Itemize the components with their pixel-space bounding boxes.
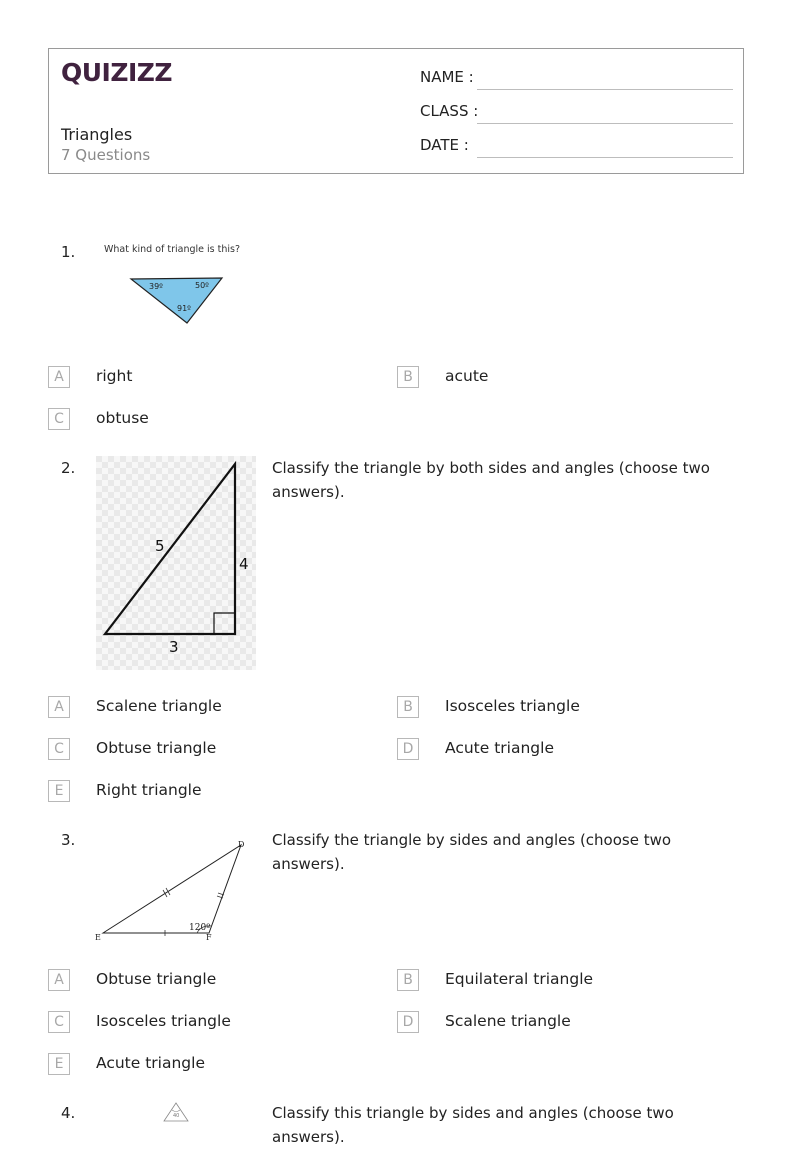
q3-option-a-box[interactable]: A <box>48 969 70 991</box>
question-4-triangle-image <box>162 1101 190 1123</box>
class-label: CLASS : <box>420 102 479 120</box>
question-1-angle-39: 39º <box>149 282 163 291</box>
question-3-vertex-d: D <box>238 840 245 849</box>
q1-option-c-text: obtuse <box>96 409 149 427</box>
q1-option-b-text: acute <box>445 367 489 385</box>
question-3-vertex-e: E <box>95 933 101 942</box>
question-3-angle-120: 120º <box>189 923 211 933</box>
q3-option-c-text: Isosceles triangle <box>96 1012 231 1030</box>
q2-option-a-text: Scalene triangle <box>96 697 222 715</box>
name-label: NAME : <box>420 68 474 86</box>
q2-option-b-box[interactable]: B <box>397 696 419 718</box>
question-2-side-3: 3 <box>169 638 179 656</box>
q3-option-d-box[interactable]: D <box>397 1011 419 1033</box>
question-1-number: 1. <box>61 243 76 261</box>
question-1-triangle-image <box>126 272 228 328</box>
q3-option-b-text: Equilateral triangle <box>445 970 594 988</box>
q2-option-b-text: Isosceles triangle <box>445 697 580 715</box>
question-2-side-5: 5 <box>155 537 165 555</box>
q3-option-e-box[interactable]: E <box>48 1053 70 1075</box>
question-2-number: 2. <box>61 459 76 477</box>
question-count: 7 Questions <box>61 146 151 164</box>
question-3-vertex-f: F <box>206 933 212 942</box>
q3-option-c-box[interactable]: C <box>48 1011 70 1033</box>
worksheet-title: Triangles <box>61 125 133 144</box>
q2-option-c-text: Obtuse triangle <box>96 739 217 757</box>
q1-option-a-text: right <box>96 367 133 385</box>
q2-option-a-box[interactable]: A <box>48 696 70 718</box>
question-3-tick-de-1 <box>163 890 167 897</box>
question-4-number: 4. <box>61 1104 76 1122</box>
quizizz-logo: QUIZIZZ <box>61 58 173 87</box>
q3-option-d-text: Scalene triangle <box>445 1012 571 1030</box>
question-4-angle-40: 40 <box>173 1113 180 1119</box>
q1-option-a-box[interactable]: A <box>48 366 70 388</box>
date-field[interactable] <box>477 157 733 158</box>
class-field[interactable] <box>477 123 733 124</box>
question-2-side-4: 4 <box>239 555 249 573</box>
question-3-tick-de-2 <box>166 888 170 895</box>
question-4-text: Classify this triangle by sides and angles (choose two answers). <box>272 1104 674 1146</box>
question-3-triangle-image <box>94 836 254 944</box>
q1-option-c-box[interactable]: C <box>48 408 70 430</box>
q3-option-e-text: Acute triangle <box>96 1054 205 1072</box>
q2-option-c-box[interactable]: C <box>48 738 70 760</box>
q2-option-d-text: Acute triangle <box>445 739 554 757</box>
q2-option-e-box[interactable]: E <box>48 780 70 802</box>
question-3-text: Classify the triangle by sides and angles (choose two answers). <box>272 831 672 873</box>
question-1-angle-50: 50º <box>195 281 209 290</box>
q2-option-d-box[interactable]: D <box>397 738 419 760</box>
question-1-angle-91: 91º <box>177 304 191 313</box>
q2-option-e-text: Right triangle <box>96 781 202 799</box>
question-3-number: 3. <box>61 831 76 849</box>
question-4-angle-arc <box>172 1110 180 1112</box>
question-2-triangle-image <box>96 456 256 670</box>
date-label: DATE : <box>420 136 469 154</box>
question-2-text: Classify the triangle by both sides and angles (choose two answers). <box>272 459 710 501</box>
q3-option-b-box[interactable]: B <box>397 969 419 991</box>
question-1-image-caption: What kind of triangle is this? <box>104 244 241 255</box>
q3-option-a-text: Obtuse triangle <box>96 970 217 988</box>
name-field[interactable] <box>477 89 733 90</box>
q1-option-b-box[interactable]: B <box>397 366 419 388</box>
question-3-obtuse-triangle <box>103 845 241 933</box>
